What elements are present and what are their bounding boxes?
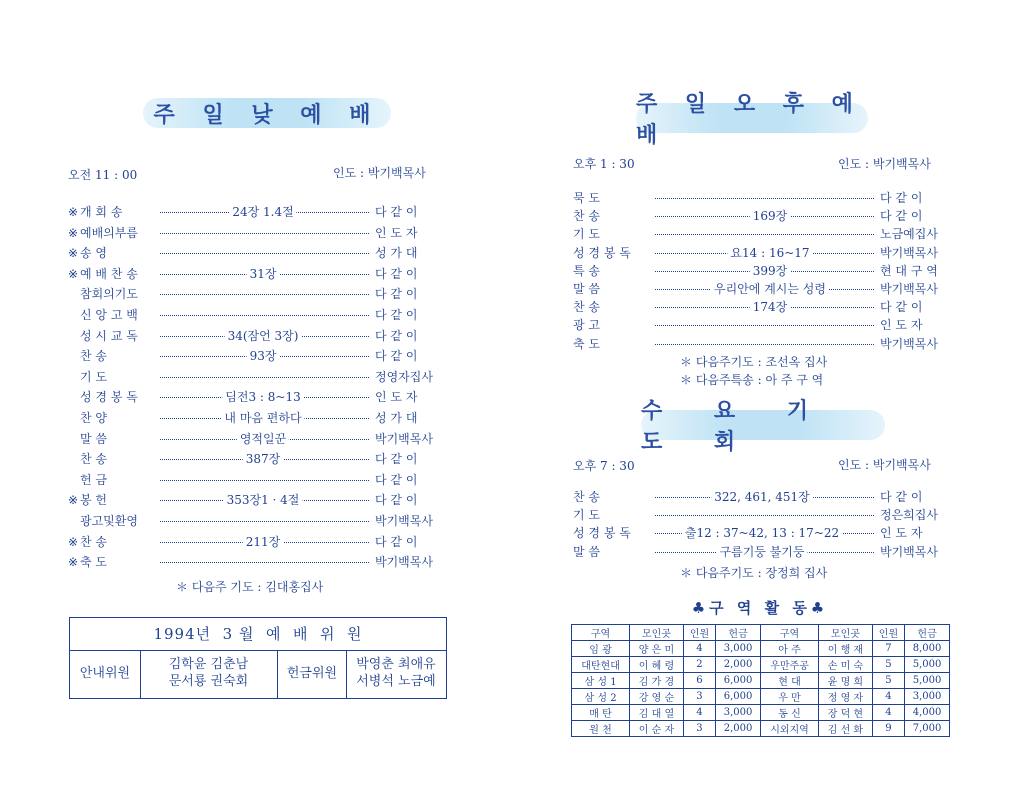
district-activity-title: ♣구 역 활 동♣ [691, 599, 829, 617]
order-item-name: 기 도 [573, 508, 600, 523]
district-activity-table [571, 624, 950, 737]
table-row [572, 673, 950, 689]
order-item [573, 245, 950, 262]
table-cell: 시외지역 [760, 721, 818, 737]
order-item-detail: 구름기둥 불기둥 [717, 544, 808, 561]
order-item-name: 송 영 [80, 246, 107, 261]
order-item-person: 다 같 이 [375, 308, 418, 322]
order-item-person: 박기백목사 [880, 544, 938, 559]
order-item [573, 507, 950, 524]
order-item-detail: 내 마음 편하다 [221, 410, 304, 427]
dot-leader [160, 253, 369, 254]
table-cell: 4,000 [905, 705, 950, 721]
table-cell: 우만주공 [760, 657, 818, 673]
order-item-name: 성 경 봉 독 [573, 245, 631, 260]
table-cell: 5 [872, 657, 904, 673]
table-cell: 3 [683, 689, 715, 705]
guide-names [142, 656, 275, 690]
order-item [68, 451, 445, 468]
table-cell: 원 천 [572, 721, 630, 737]
afternoon-leader: 인도 : 박기백목사 [838, 157, 931, 171]
order-item-label [573, 245, 631, 262]
table-cell: 현 대 [760, 673, 818, 689]
afternoon-service-title: 주 일 오 후 예 배 [636, 103, 868, 133]
order-item-name: 찬 송 [573, 209, 600, 224]
order-item-label [68, 513, 138, 530]
order-item [573, 281, 950, 298]
order-item-name: 봉 헌 [80, 493, 107, 508]
district-table-header-cell: 구역 [760, 625, 818, 641]
standing-mark: ※ [68, 493, 79, 508]
order-item-name: 참회의기도 [80, 287, 138, 302]
table-cell: 대탄현대 [572, 657, 630, 673]
table-cell: 임 광 [572, 641, 630, 657]
table-cell: 김 선 화 [819, 721, 873, 737]
order-item-label [573, 226, 600, 243]
order-item-label [68, 204, 122, 221]
order-item [573, 299, 950, 316]
district-table-header-cell: 모인곳 [819, 625, 873, 641]
order-item-name: 말 씀 [573, 282, 600, 296]
order-item-name: 찬 송 [80, 452, 107, 467]
dot-leader [160, 294, 369, 295]
dot-leader [655, 234, 874, 235]
order-item-person: 다 같 이 [880, 191, 923, 205]
order-item-person: 인 도 자 [880, 318, 923, 333]
order-item-name: 축 도 [573, 336, 600, 351]
order-item-name: 말 씀 [573, 544, 600, 559]
afternoon-next-prayer: ＊ 다음주기도 : 조선옥 집사 [680, 355, 828, 369]
order-item-person: 다 같 이 [375, 205, 418, 219]
table-cell: 3,000 [716, 641, 761, 657]
order-item-name: 찬 송 [573, 300, 600, 315]
order-item [68, 554, 445, 571]
order-item [573, 208, 950, 225]
order-item-name: 광 고 [573, 318, 600, 333]
offering-names-line-1: 박영춘 최애유 [356, 657, 436, 672]
district-table-header-cell: 인원 [872, 625, 904, 641]
table-cell: 윤 명 희 [819, 673, 873, 689]
table-cell: 매 탄 [572, 705, 630, 721]
table-row [572, 689, 950, 705]
order-item-name: 신 앙 고 백 [80, 308, 138, 322]
order-item-label [68, 410, 107, 427]
order-item-name: 기 도 [573, 227, 600, 242]
order-item [573, 190, 950, 207]
order-item-person: 다 같 이 [375, 266, 418, 281]
morning-time: 오전 11 : 00 [68, 168, 138, 182]
guide-names-line-1: 김학윤 김춘남 [168, 657, 249, 672]
order-item [573, 544, 950, 561]
order-item-name: 찬 송 [80, 534, 107, 549]
dot-leader [160, 315, 369, 316]
table-cell: 삼 성 1 [572, 673, 630, 689]
wednesday-prayer-title: 수 요 기 도 회 [641, 410, 885, 440]
committee-title: 1994년 3 월 예 배 위 원 [70, 618, 446, 651]
district-table-header-cell: 헌금 [905, 625, 950, 641]
table-cell: 3,000 [905, 689, 950, 705]
table-cell: 이 혜 령 [630, 657, 684, 673]
table-cell: 김 가 경 [630, 673, 684, 689]
order-item [68, 245, 445, 262]
order-item-person: 인 도 자 [375, 225, 418, 240]
order-item [573, 525, 950, 542]
table-cell: 8,000 [905, 641, 950, 657]
order-item-person: 박기백목사 [375, 555, 433, 570]
table-cell: 7,000 [905, 721, 950, 737]
order-item [68, 348, 445, 365]
order-item-detail: 353장1 · 4절 [224, 492, 303, 509]
order-item-label [573, 507, 600, 524]
order-item-label [573, 317, 600, 334]
guide-label: 안내위원 [70, 650, 141, 698]
order-item-person: 박기백목사 [880, 282, 938, 296]
order-item-label [68, 431, 107, 448]
district-table-header [572, 625, 950, 641]
order-item-detail: 322, 461, 451장 [711, 489, 813, 506]
table-cell: 아 주 [760, 641, 818, 657]
table-cell: 강 영 순 [630, 689, 684, 705]
order-item-person: 다 같 이 [880, 300, 923, 315]
order-item-detail: 24장 1.4절 [229, 204, 296, 221]
order-item-name: 찬 송 [80, 349, 107, 364]
order-item-person: 다 같 이 [375, 472, 418, 487]
order-item-label [573, 299, 600, 316]
order-item-label [68, 286, 138, 303]
morning-leader: 인도 : 박기백목사 [333, 166, 426, 180]
table-cell: 7 [872, 641, 904, 657]
table-cell: 삼 성 2 [572, 689, 630, 705]
wednesday-leader: 인도 : 박기백목사 [838, 458, 931, 472]
order-item-detail: 영적일꾼 [237, 431, 289, 448]
order-item-person: 다 같 이 [375, 452, 418, 467]
dot-leader [160, 233, 369, 234]
order-item-detail: 출12 : 37~42, 13 : 17~22 [682, 525, 842, 542]
order-item-detail: 174장 [750, 299, 791, 316]
standing-mark: ※ [68, 534, 79, 549]
order-item-label [68, 472, 107, 489]
order-item-label [68, 348, 107, 365]
table-cell: 6,000 [716, 689, 761, 705]
order-item-name: 광고및환영 [80, 514, 138, 528]
order-item [573, 226, 950, 243]
order-item-person: 다 같 이 [375, 287, 418, 302]
order-item [68, 492, 445, 509]
order-item [68, 266, 445, 283]
order-item-detail: 요14 : 16~17 [727, 245, 812, 262]
wednesday-next-prayer: ＊ 다음주기도 : 장정희 집사 [680, 566, 828, 580]
order-item [573, 263, 950, 280]
dot-leader [655, 344, 874, 345]
order-item-person: 정영자집사 [375, 369, 433, 384]
order-item-person: 다 같 이 [375, 328, 418, 343]
standing-mark: ※ [68, 225, 79, 240]
order-item-name: 개 회 송 [80, 205, 123, 219]
order-item-label [68, 245, 107, 262]
order-item-detail: 169장 [750, 208, 791, 225]
district-table-header-cell: 헌금 [716, 625, 761, 641]
order-item-person: 다 같 이 [880, 490, 923, 504]
order-item-person: 다 같 이 [375, 493, 418, 508]
table-cell: 손 미 숙 [819, 657, 873, 673]
table-row [572, 705, 950, 721]
order-item-name: 성 시 교 독 [80, 328, 138, 343]
order-item-person: 성 가 대 [375, 246, 418, 261]
dot-leader [160, 377, 369, 378]
order-item [68, 472, 445, 489]
table-cell: 3 [683, 721, 715, 737]
order-item-name: 예 배 찬 송 [80, 266, 138, 281]
order-item-label [573, 544, 600, 561]
order-item-name: 말 씀 [80, 431, 107, 446]
dot-leader [655, 198, 874, 199]
standing-mark: ※ [68, 266, 79, 281]
offering-names-line-2: 서병석 노금예 [356, 674, 436, 689]
table-cell: 4 [683, 705, 715, 721]
order-item-name: 기 도 [80, 369, 107, 384]
order-item-person: 박기백목사 [375, 431, 433, 446]
order-item-name: 헌 금 [80, 472, 107, 487]
table-cell: 이 순 자 [630, 721, 684, 737]
order-item [68, 534, 445, 551]
order-item [68, 369, 445, 386]
order-item-label [68, 307, 138, 324]
table-cell: 5 [872, 673, 904, 689]
order-item-name: 성 경 봉 독 [80, 390, 138, 405]
order-item-detail: 딤전3 : 8~13 [222, 389, 303, 406]
order-item [573, 489, 950, 506]
order-item-person: 다 같 이 [880, 209, 923, 224]
order-item-person: 다 같 이 [375, 349, 418, 364]
order-item-detail: 387장 [243, 451, 284, 468]
order-item-person: 인 도 자 [880, 526, 923, 541]
order-item [68, 410, 445, 427]
table-cell: 김 대 열 [630, 705, 684, 721]
district-table-header-cell: 모인곳 [630, 625, 684, 641]
table-row [572, 641, 950, 657]
standing-mark: ※ [68, 246, 79, 261]
order-item-detail: 93장 [247, 348, 280, 365]
table-row [572, 721, 950, 737]
order-item-label [68, 534, 107, 551]
order-item [573, 317, 950, 334]
dot-leader [655, 515, 874, 516]
order-item-label [68, 389, 138, 406]
table-cell: 5,000 [905, 673, 950, 689]
table-cell: 2,000 [716, 657, 761, 673]
order-item-detail: 우리안에 계시는 성령 [711, 281, 829, 298]
order-item-label [573, 336, 600, 353]
order-item-label [68, 451, 107, 468]
order-item-name: 특 송 [573, 263, 600, 278]
order-item [68, 389, 445, 406]
table-cell: 2,000 [716, 721, 761, 737]
order-item-detail: 399장 [750, 263, 791, 280]
order-item [68, 225, 445, 242]
order-item-label [573, 190, 600, 207]
standing-mark: ※ [68, 555, 79, 570]
order-item [68, 328, 445, 345]
order-item-label [573, 281, 600, 298]
order-item [68, 204, 445, 221]
order-item-label [573, 208, 600, 225]
table-cell: 5,000 [905, 657, 950, 673]
order-item-detail: 211장 [243, 534, 284, 551]
order-item-detail: 34(잠언 3장) [225, 328, 302, 345]
table-cell: 이 행 재 [819, 641, 873, 657]
table-cell: 6,000 [716, 673, 761, 689]
order-item [68, 286, 445, 303]
order-item-name: 예배의부름 [80, 225, 138, 240]
wednesday-time: 오후 7 : 30 [573, 459, 635, 473]
morning-service-title: 주 일 낮 예 배 [143, 98, 391, 128]
guide-names-line-2: 문서룡 권숙회 [168, 674, 249, 689]
committee-box [69, 617, 447, 699]
table-cell: 4 [872, 689, 904, 705]
dot-leader [160, 480, 369, 481]
afternoon-time: 오후 1 : 30 [573, 157, 635, 171]
order-item-label [68, 328, 138, 345]
order-item-label [68, 225, 138, 242]
order-item-name: 찬 송 [573, 490, 600, 504]
table-cell: 장 덕 현 [819, 705, 873, 721]
order-item-label [573, 525, 631, 542]
order-item-label [68, 266, 138, 283]
order-item [68, 307, 445, 324]
table-cell: 9 [872, 721, 904, 737]
order-item-label [573, 263, 600, 280]
table-cell: 정 영 자 [819, 689, 873, 705]
table-cell: 6 [683, 673, 715, 689]
order-item-label [68, 369, 107, 386]
order-item-label [68, 492, 107, 509]
dot-leader [160, 562, 369, 563]
order-item-person: 성 가 대 [375, 411, 418, 425]
table-cell: 4 [683, 641, 715, 657]
order-item-person: 노금예집사 [880, 227, 938, 242]
order-item-name: 묵 도 [573, 191, 600, 205]
order-item-person: 박기백목사 [880, 245, 938, 260]
order-item-name: 성 경 봉 독 [573, 526, 631, 541]
standing-mark: ※ [68, 205, 79, 219]
table-cell: 양 은 미 [630, 641, 684, 657]
table-row [572, 657, 950, 673]
order-item-person: 인 도 자 [375, 390, 418, 405]
dot-leader [655, 325, 874, 326]
table-cell: 4 [872, 705, 904, 721]
table-cell: 3,000 [716, 705, 761, 721]
table-cell: 우 만 [760, 689, 818, 705]
morning-next-prayer: ＊ 다음주 기도 : 김대홍집사 [176, 580, 324, 594]
order-item [68, 513, 445, 530]
order-item-name: 찬 양 [80, 411, 107, 425]
order-item-person: 현 대 구 역 [880, 263, 938, 278]
order-item [68, 431, 445, 448]
table-cell: 2 [683, 657, 715, 673]
order-item-label [68, 554, 107, 571]
order-item-person: 정은희집사 [880, 508, 938, 523]
afternoon-next-special-song: ＊ 다음주특송 : 아 주 구 역 [680, 373, 824, 387]
offering-label: 헌금위원 [277, 650, 347, 698]
order-item-person: 박기백목사 [375, 514, 433, 528]
offering-names [346, 656, 446, 690]
order-item-person: 다 같 이 [375, 534, 418, 549]
order-item-label [573, 489, 600, 506]
order-item-detail: 31장 [247, 266, 280, 283]
table-cell: 동 신 [760, 705, 818, 721]
district-table-header-cell: 구역 [572, 625, 630, 641]
order-item [573, 336, 950, 353]
order-item-person: 박기백목사 [880, 336, 938, 351]
order-item-name: 축 도 [80, 555, 107, 570]
dot-leader [160, 521, 369, 522]
district-table-header-cell: 인원 [683, 625, 715, 641]
